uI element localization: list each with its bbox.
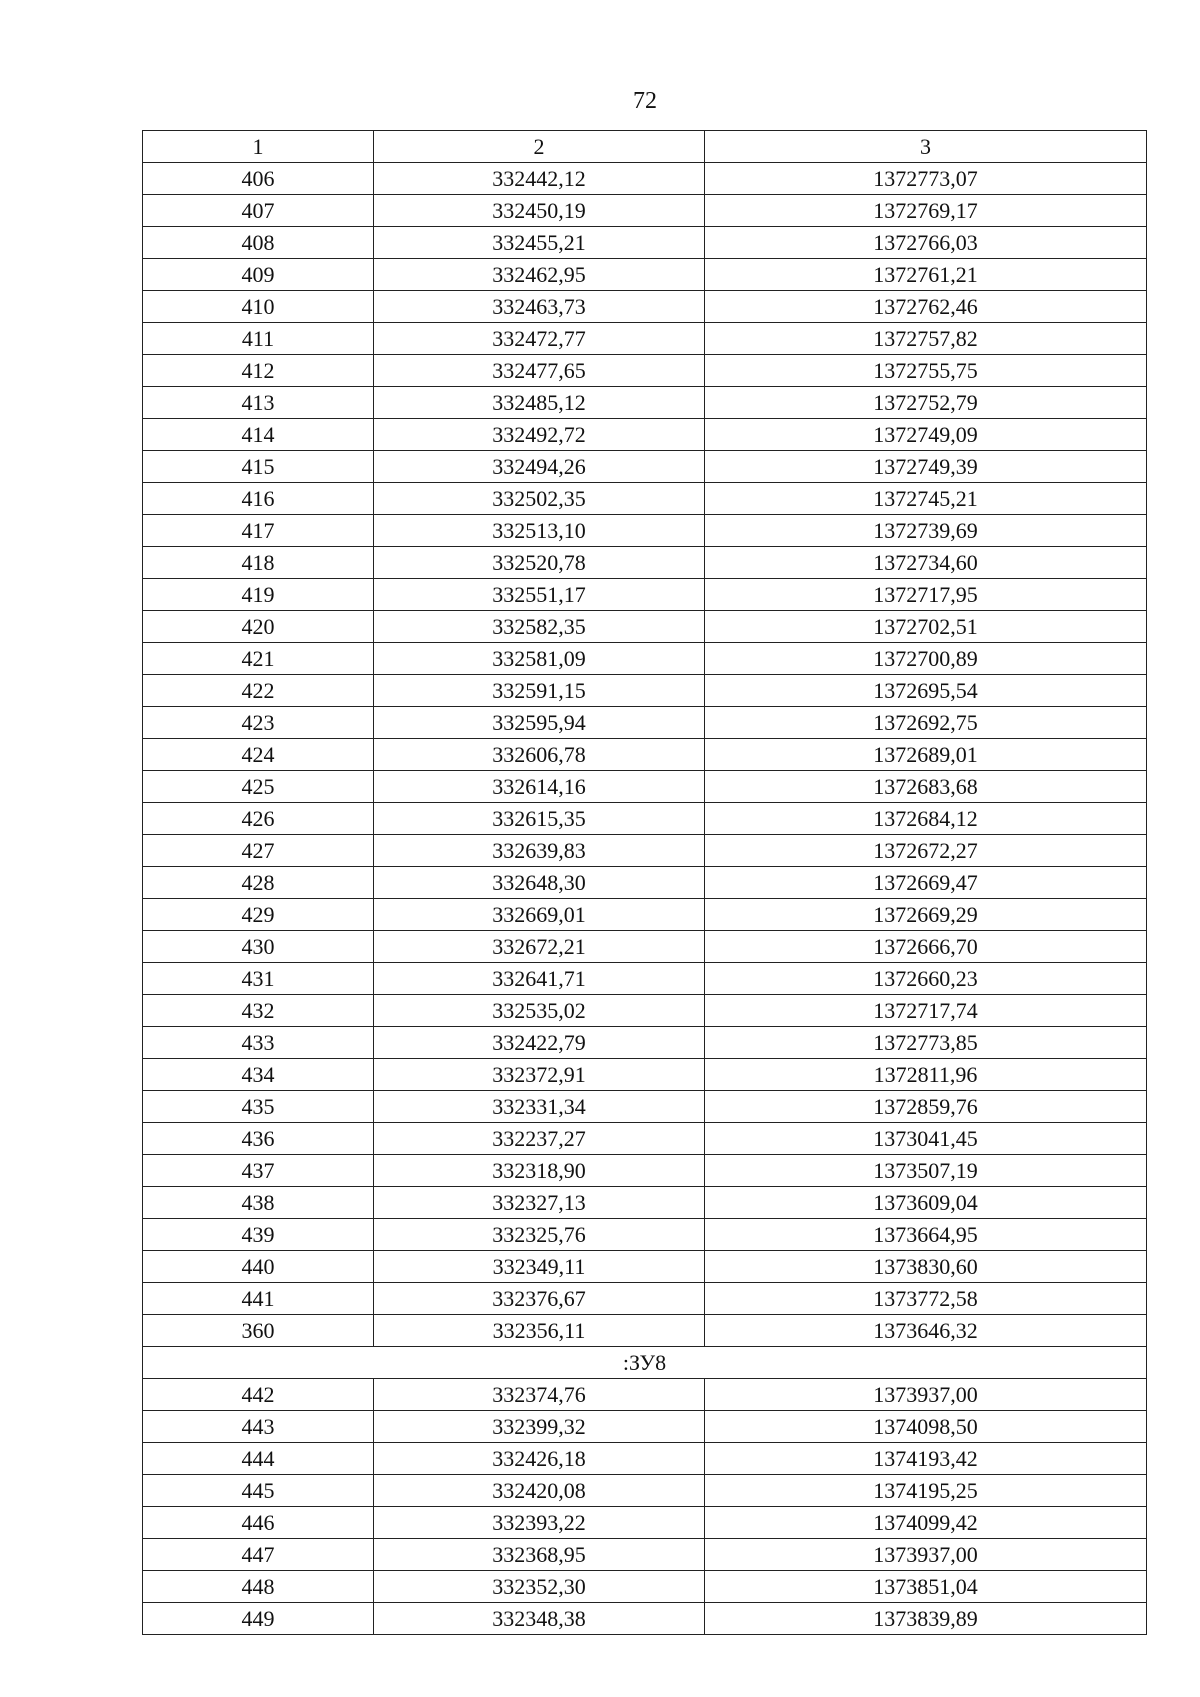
y-coordinate-cell: 1372702,51 xyxy=(705,611,1147,643)
point-number-cell: 410 xyxy=(143,291,374,323)
x-coordinate-cell: 332581,09 xyxy=(374,643,705,675)
point-number-cell: 421 xyxy=(143,643,374,675)
table-row xyxy=(143,835,1147,867)
point-number-cell: 430 xyxy=(143,931,374,963)
point-number-cell: 414 xyxy=(143,419,374,451)
x-coordinate-cell: 332393,22 xyxy=(374,1507,705,1539)
y-coordinate-cell: 1372761,21 xyxy=(705,259,1147,291)
x-coordinate-cell: 332639,83 xyxy=(374,835,705,867)
table-row xyxy=(143,163,1147,195)
table-row xyxy=(143,803,1147,835)
point-number-cell: 407 xyxy=(143,195,374,227)
x-coordinate-cell: 332551,17 xyxy=(374,579,705,611)
y-coordinate-cell: 1372769,17 xyxy=(705,195,1147,227)
table-row xyxy=(143,1507,1147,1539)
y-coordinate-cell: 1372773,85 xyxy=(705,1027,1147,1059)
x-coordinate-cell: 332520,78 xyxy=(374,547,705,579)
x-coordinate-cell: 332327,13 xyxy=(374,1187,705,1219)
table-row xyxy=(143,867,1147,899)
table-row xyxy=(143,1571,1147,1603)
x-coordinate-cell: 332442,12 xyxy=(374,163,705,195)
x-coordinate-cell: 332672,21 xyxy=(374,931,705,963)
y-coordinate-cell: 1372689,01 xyxy=(705,739,1147,771)
point-number-cell: 418 xyxy=(143,547,374,579)
y-coordinate-cell: 1373041,45 xyxy=(705,1123,1147,1155)
point-number-cell: 434 xyxy=(143,1059,374,1091)
y-coordinate-cell: 1372757,82 xyxy=(705,323,1147,355)
x-coordinate-cell: 332669,01 xyxy=(374,899,705,931)
y-coordinate-cell: 1373830,60 xyxy=(705,1251,1147,1283)
point-number-cell: 432 xyxy=(143,995,374,1027)
y-coordinate-cell: 1372755,75 xyxy=(705,355,1147,387)
y-coordinate-cell: 1372766,03 xyxy=(705,227,1147,259)
table-row xyxy=(143,1091,1147,1123)
x-coordinate-cell: 332422,79 xyxy=(374,1027,705,1059)
point-number-cell: 448 xyxy=(143,1571,374,1603)
y-coordinate-cell: 1372773,07 xyxy=(705,163,1147,195)
y-coordinate-cell: 1374099,42 xyxy=(705,1507,1147,1539)
y-coordinate-cell: 1373839,89 xyxy=(705,1603,1147,1635)
table-row xyxy=(143,675,1147,707)
y-coordinate-cell: 1372672,27 xyxy=(705,835,1147,867)
y-coordinate-cell: 1372859,76 xyxy=(705,1091,1147,1123)
x-coordinate-cell: 332325,76 xyxy=(374,1219,705,1251)
x-coordinate-cell: 332477,65 xyxy=(374,355,705,387)
point-number-cell: 431 xyxy=(143,963,374,995)
x-coordinate-cell: 332582,35 xyxy=(374,611,705,643)
point-number-cell: 422 xyxy=(143,675,374,707)
y-coordinate-cell: 1372700,89 xyxy=(705,643,1147,675)
y-coordinate-cell: 1372752,79 xyxy=(705,387,1147,419)
y-coordinate-cell: 1372739,69 xyxy=(705,515,1147,547)
point-number-cell: 411 xyxy=(143,323,374,355)
table-row xyxy=(143,1059,1147,1091)
table-row xyxy=(143,227,1147,259)
y-coordinate-cell: 1373772,58 xyxy=(705,1283,1147,1315)
table-row xyxy=(143,323,1147,355)
header-row xyxy=(143,131,1147,163)
table-row xyxy=(143,387,1147,419)
x-coordinate-cell: 332426,18 xyxy=(374,1443,705,1475)
table-row xyxy=(143,1603,1147,1635)
table-row xyxy=(143,1155,1147,1187)
point-number-cell: 433 xyxy=(143,1027,374,1059)
point-number-cell: 444 xyxy=(143,1443,374,1475)
y-coordinate-cell: 1373851,04 xyxy=(705,1571,1147,1603)
y-coordinate-cell: 1373507,19 xyxy=(705,1155,1147,1187)
x-coordinate-cell: 332502,35 xyxy=(374,483,705,515)
y-coordinate-cell: 1373646,32 xyxy=(705,1315,1147,1347)
x-coordinate-cell: 332368,95 xyxy=(374,1539,705,1571)
section-label: :ЗУ8 xyxy=(143,1347,1147,1379)
y-coordinate-cell: 1372683,68 xyxy=(705,771,1147,803)
table-row xyxy=(143,1539,1147,1571)
table-row xyxy=(143,579,1147,611)
y-coordinate-cell: 1372717,95 xyxy=(705,579,1147,611)
table-row xyxy=(143,451,1147,483)
table-row xyxy=(143,547,1147,579)
point-number-cell: 442 xyxy=(143,1379,374,1411)
point-number-cell: 447 xyxy=(143,1539,374,1571)
x-coordinate-cell: 332641,71 xyxy=(374,963,705,995)
x-coordinate-cell: 332648,30 xyxy=(374,867,705,899)
point-number-cell: 449 xyxy=(143,1603,374,1635)
point-number-cell: 412 xyxy=(143,355,374,387)
section-row xyxy=(143,1347,1147,1379)
x-coordinate-cell: 332376,67 xyxy=(374,1283,705,1315)
y-coordinate-cell: 1373609,04 xyxy=(705,1187,1147,1219)
point-number-cell: 426 xyxy=(143,803,374,835)
table-row xyxy=(143,291,1147,323)
table-row xyxy=(143,1475,1147,1507)
table-row xyxy=(143,419,1147,451)
point-number-cell: 443 xyxy=(143,1411,374,1443)
point-number-cell: 408 xyxy=(143,227,374,259)
point-number-cell: 406 xyxy=(143,163,374,195)
coordinates-table xyxy=(142,130,1147,1635)
header-cell-x: 2 xyxy=(374,131,705,163)
x-coordinate-cell: 332356,11 xyxy=(374,1315,705,1347)
x-coordinate-cell: 332615,35 xyxy=(374,803,705,835)
table-row xyxy=(143,1411,1147,1443)
point-number-cell: 416 xyxy=(143,483,374,515)
y-coordinate-cell: 1373937,00 xyxy=(705,1379,1147,1411)
table-row xyxy=(143,931,1147,963)
x-coordinate-cell: 332614,16 xyxy=(374,771,705,803)
y-coordinate-cell: 1374193,42 xyxy=(705,1443,1147,1475)
x-coordinate-cell: 332535,02 xyxy=(374,995,705,1027)
table-row xyxy=(143,1443,1147,1475)
y-coordinate-cell: 1372762,46 xyxy=(705,291,1147,323)
x-coordinate-cell: 332462,95 xyxy=(374,259,705,291)
y-coordinate-cell: 1372749,09 xyxy=(705,419,1147,451)
y-coordinate-cell: 1372666,70 xyxy=(705,931,1147,963)
point-number-cell: 420 xyxy=(143,611,374,643)
y-coordinate-cell: 1372660,23 xyxy=(705,963,1147,995)
table-row xyxy=(143,1251,1147,1283)
table-row xyxy=(143,739,1147,771)
y-coordinate-cell: 1374195,25 xyxy=(705,1475,1147,1507)
point-number-cell: 439 xyxy=(143,1219,374,1251)
x-coordinate-cell: 332492,72 xyxy=(374,419,705,451)
point-number-cell: 409 xyxy=(143,259,374,291)
point-number-cell: 419 xyxy=(143,579,374,611)
y-coordinate-cell: 1372745,21 xyxy=(705,483,1147,515)
x-coordinate-cell: 332463,73 xyxy=(374,291,705,323)
x-coordinate-cell: 332372,91 xyxy=(374,1059,705,1091)
x-coordinate-cell: 332318,90 xyxy=(374,1155,705,1187)
table-row xyxy=(143,771,1147,803)
x-coordinate-cell: 332237,27 xyxy=(374,1123,705,1155)
y-coordinate-cell: 1372692,75 xyxy=(705,707,1147,739)
table-row xyxy=(143,1027,1147,1059)
point-number-cell: 413 xyxy=(143,387,374,419)
table-row xyxy=(143,1379,1147,1411)
y-coordinate-cell: 1372811,96 xyxy=(705,1059,1147,1091)
table-row xyxy=(143,1187,1147,1219)
y-coordinate-cell: 1372669,29 xyxy=(705,899,1147,931)
header-cell-point: 1 xyxy=(143,131,374,163)
y-coordinate-cell: 1374098,50 xyxy=(705,1411,1147,1443)
table-row xyxy=(143,1123,1147,1155)
point-number-cell: 441 xyxy=(143,1283,374,1315)
table-row xyxy=(143,1219,1147,1251)
x-coordinate-cell: 332494,26 xyxy=(374,451,705,483)
x-coordinate-cell: 332472,77 xyxy=(374,323,705,355)
y-coordinate-cell: 1372684,12 xyxy=(705,803,1147,835)
y-coordinate-cell: 1373664,95 xyxy=(705,1219,1147,1251)
table-row xyxy=(143,707,1147,739)
y-coordinate-cell: 1372749,39 xyxy=(705,451,1147,483)
page-number: 72 xyxy=(633,88,657,114)
y-coordinate-cell: 1372669,47 xyxy=(705,867,1147,899)
table-row xyxy=(143,259,1147,291)
x-coordinate-cell: 332450,19 xyxy=(374,195,705,227)
table-row xyxy=(143,515,1147,547)
x-coordinate-cell: 332352,30 xyxy=(374,1571,705,1603)
table-row xyxy=(143,643,1147,675)
table-row xyxy=(143,995,1147,1027)
y-coordinate-cell: 1373937,00 xyxy=(705,1539,1147,1571)
x-coordinate-cell: 332349,11 xyxy=(374,1251,705,1283)
x-coordinate-cell: 332399,32 xyxy=(374,1411,705,1443)
point-number-cell: 436 xyxy=(143,1123,374,1155)
point-number-cell: 428 xyxy=(143,867,374,899)
table-row xyxy=(143,483,1147,515)
point-number-cell: 435 xyxy=(143,1091,374,1123)
y-coordinate-cell: 1372695,54 xyxy=(705,675,1147,707)
table-row xyxy=(143,1315,1147,1347)
point-number-cell: 423 xyxy=(143,707,374,739)
x-coordinate-cell: 332513,10 xyxy=(374,515,705,547)
table-row xyxy=(143,899,1147,931)
table-row xyxy=(143,355,1147,387)
point-number-cell: 446 xyxy=(143,1507,374,1539)
point-number-cell: 427 xyxy=(143,835,374,867)
table-row xyxy=(143,195,1147,227)
point-number-cell: 440 xyxy=(143,1251,374,1283)
point-number-cell: 429 xyxy=(143,899,374,931)
x-coordinate-cell: 332331,34 xyxy=(374,1091,705,1123)
table-row xyxy=(143,611,1147,643)
point-number-cell: 445 xyxy=(143,1475,374,1507)
x-coordinate-cell: 332595,94 xyxy=(374,707,705,739)
header-cell-y: 3 xyxy=(705,131,1147,163)
x-coordinate-cell: 332348,38 xyxy=(374,1603,705,1635)
point-number-cell: 415 xyxy=(143,451,374,483)
point-number-cell: 424 xyxy=(143,739,374,771)
y-coordinate-cell: 1372734,60 xyxy=(705,547,1147,579)
x-coordinate-cell: 332485,12 xyxy=(374,387,705,419)
table-row xyxy=(143,963,1147,995)
x-coordinate-cell: 332374,76 xyxy=(374,1379,705,1411)
point-number-cell: 437 xyxy=(143,1155,374,1187)
point-number-cell: 360 xyxy=(143,1315,374,1347)
point-number-cell: 438 xyxy=(143,1187,374,1219)
x-coordinate-cell: 332420,08 xyxy=(374,1475,705,1507)
point-number-cell: 417 xyxy=(143,515,374,547)
table-row xyxy=(143,1283,1147,1315)
table-body xyxy=(143,163,1147,1635)
x-coordinate-cell: 332591,15 xyxy=(374,675,705,707)
y-coordinate-cell: 1372717,74 xyxy=(705,995,1147,1027)
x-coordinate-cell: 332606,78 xyxy=(374,739,705,771)
point-number-cell: 425 xyxy=(143,771,374,803)
x-coordinate-cell: 332455,21 xyxy=(374,227,705,259)
